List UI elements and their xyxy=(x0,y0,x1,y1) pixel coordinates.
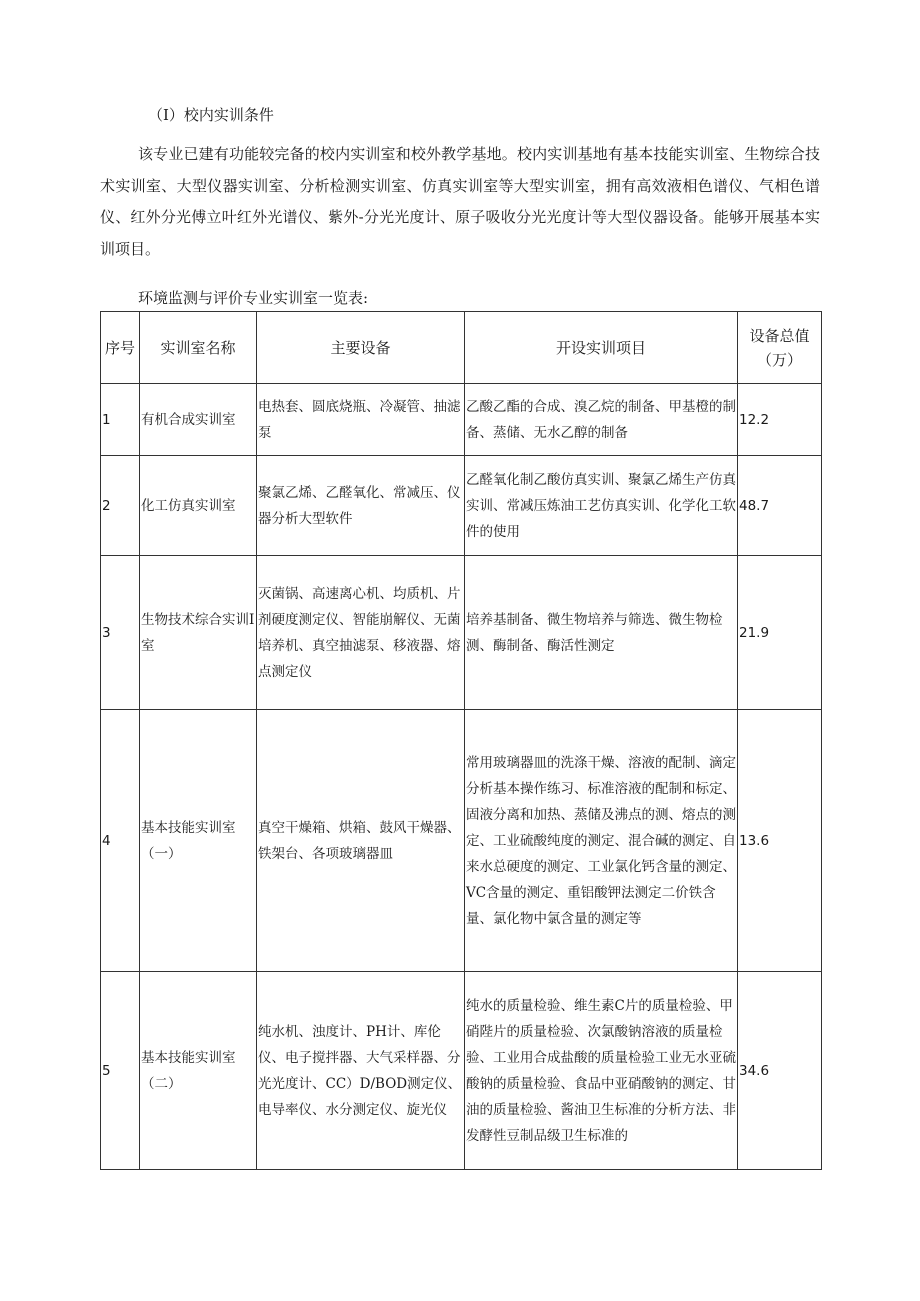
header-value: 设备总值（万） xyxy=(738,312,822,384)
row-equipment: 聚氯乙烯、乙醛氧化、常减压、仪器分析大型软件 xyxy=(257,456,465,556)
row-seq: 2 xyxy=(101,456,140,556)
header-name: 实训室名称 xyxy=(140,312,257,384)
row-lab-name: 化工仿真实训室 xyxy=(140,456,257,556)
table-row xyxy=(101,384,822,456)
row-projects: 乙酸乙酯的合成、溴乙烷的制备、甲基橙的制备、蒸储、无水乙醇的制备 xyxy=(465,384,738,456)
header-projects: 开设实训项目 xyxy=(465,312,738,384)
row-lab-name: 生物技术综合实训I室 xyxy=(140,556,257,710)
row-value: 48.7 xyxy=(738,456,822,556)
table-row xyxy=(101,456,822,556)
table-row xyxy=(101,972,822,1170)
row-equipment: 电热套、圆底烧瓶、冷凝管、抽滤泵 xyxy=(257,384,465,456)
header-seq: 序号 xyxy=(101,312,140,384)
row-lab-name: 有机合成实训室 xyxy=(140,384,257,456)
row-projects: 乙醛氧化制乙酸仿真实训、聚氯乙烯生产仿真实训、常减压炼油工艺仿真实训、化学化工软件的使用 xyxy=(465,456,738,556)
table-row xyxy=(101,556,822,710)
row-lab-name: 基本技能实训室（二） xyxy=(140,972,257,1170)
lab-table xyxy=(100,311,822,1170)
table-row xyxy=(101,710,822,972)
section-heading: （I）校内实训条件 xyxy=(148,106,274,124)
table-header-row xyxy=(101,312,822,384)
row-equipment: 灭菌锅、高速离心机、均质机、片剂硬度测定仪、智能崩解仪、无菌培养机、真空抽滤泵、移液器、熔点测定仪 xyxy=(257,556,465,710)
row-seq: 5 xyxy=(101,972,140,1170)
row-value: 13.6 xyxy=(738,710,822,972)
row-value: 12.2 xyxy=(738,384,822,456)
row-value: 34.6 xyxy=(738,972,822,1170)
header-equipment: 主要设备 xyxy=(257,312,465,384)
table-caption: 环境监测与评价专业实训室一览表: xyxy=(138,289,369,307)
row-seq: 1 xyxy=(101,384,140,456)
row-projects: 纯水的质量检验、维生素C片的质量检验、甲硝陛片的质量检验、次氯酸钠溶液的质量检验、工业用合成盐酸的质量检验工业无水亚硫酸钠的质量检验、食品中亚硝酸钠的测定、甘油的质量检验、酱油卫生标准的分析方法、非发酵性豆制品级卫生标准的 xyxy=(465,972,738,1170)
row-equipment: 真空干燥箱、烘箱、鼓风干燥器、铁架台、各项玻璃器皿 xyxy=(257,710,465,972)
row-projects: 培养基制备、微生物培养与筛选、微生物检测、酶制备、酶活性测定 xyxy=(465,556,738,710)
row-value: 21.9 xyxy=(738,556,822,710)
row-seq: 3 xyxy=(101,556,140,710)
row-projects: 常用玻璃器皿的洗涤干燥、溶液的配制、滴定分析基本操作练习、标准溶液的配制和标定、固液分离和加热、蒸储及沸点的测、熔点的测定、工业硫酸纯度的测定、混合碱的测定、自来水总硬度的测定、工业氯化钙含量的测定、VC含量的测定、重铝酸钾法测定二价铁含量、氯化物中氯含量的测定等 xyxy=(465,710,738,972)
row-seq: 4 xyxy=(101,710,140,972)
row-equipment: 纯水机、浊度计、PH计、库伦仪、电子搅拌器、大气采样器、分光光度计、CC）D/BOD测定仪、电导率仪、水分测定仪、旋光仪 xyxy=(257,972,465,1170)
intro-paragraph: 该专业已建有功能较完备的校内实训室和校外教学基地。校内实训基地有基本技能实训室、生物综合技术实训室、大型仪器实训室、分析检测实训室、仿真实训室等大型实训室，拥有高效液相色谱仪、气相色谱仪、红外分光傅立叶红外光谱仪、紫外-分光光度计、原子吸收分光光度计等大型仪器设备。能够开展基本实训项目。 xyxy=(100,145,820,258)
row-lab-name: 基本技能实训室（一） xyxy=(140,710,257,972)
